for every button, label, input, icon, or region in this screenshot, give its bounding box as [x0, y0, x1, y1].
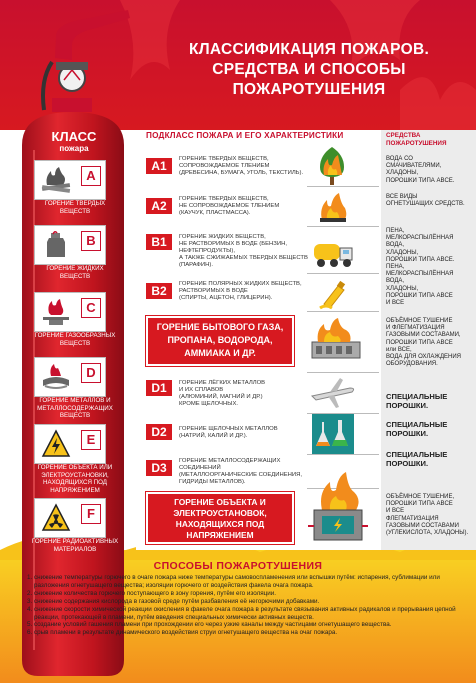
means-header: [386, 132, 474, 147]
description-line: (НАТРИЙ, КАЛИЙ И ДР.).: [179, 433, 248, 439]
means-line: (УГЛЕКИСЛОТА, ХЛАДОНЫ).: [386, 530, 469, 537]
means-line: И ВСЕ: [386, 508, 405, 515]
class-label-line: ВЕЩЕСТВ: [59, 272, 91, 280]
class-label: [30, 397, 120, 420]
class-label: [30, 538, 120, 553]
class-label-line: ГОРЕНИЕ ГАЗООБРАЗНЫХ: [34, 332, 116, 339]
description-line: (ПАРАФИН).: [179, 262, 213, 268]
subclass-description: [179, 458, 309, 486]
means-line: или ВСЕ,: [386, 346, 412, 353]
row-divider: [307, 226, 379, 227]
description-line: И ИХ СПЛАВОВ: [179, 387, 224, 393]
row-divider: [307, 454, 379, 455]
means-line: ХЛАДОНЫ,: [386, 170, 419, 177]
class-word: КЛАСС: [51, 129, 97, 144]
class-letter: E: [81, 430, 101, 450]
description-line: ГОРЕНИЕ ПОЛЯРНЫХ ЖИДКИХ ВЕЩЕСТВ,: [179, 281, 302, 287]
high-voltage-icon: [41, 429, 71, 459]
means-line: ФЛЕГМАТИЗАЦИЯ: [386, 515, 439, 522]
means-line: СПЕЦИАЛЬНЫЕ: [386, 420, 448, 429]
means-line: ХЛАДОНЫ,: [386, 249, 419, 256]
means-line: ПОРОШКИ ТИПА ABCE.: [386, 256, 455, 263]
description-line: (СПИРТЫ, АЦЕТОН, ГЛИЦЕРИН).: [179, 295, 273, 301]
description-line: НЕ СОПРОВОЖДАЕМОЕ ТЛЕНИЕМ: [179, 203, 280, 209]
electric-box-line: ЭЛЕКТРОУСТАНОВОК,: [173, 508, 267, 518]
class-label-line: ГОРЕНИЕ ТВЕРДЫХ: [44, 200, 106, 207]
description-line: (КАУЧУК, ПЛАСТМАССА).: [179, 210, 251, 216]
class-label: [30, 464, 120, 494]
class-label-line: НАХОДЯЩИХСЯ ПОД НАПРЯЖЕНИЕМ: [43, 479, 107, 494]
means-line: МЕЛКОРАСПЫЛЁННАЯ: [386, 271, 454, 278]
title-line: ПОЖАРОТУШЕНИЯ: [232, 81, 386, 98]
subclass-description: [179, 196, 309, 217]
means-item: [386, 318, 474, 368]
class-label-line: ВЕЩЕСТВ: [59, 339, 91, 347]
means-line: ВОДА ДЛЯ ОХЛАЖДЕНИЯ: [386, 354, 461, 361]
description-line: НЕФТЕПРОДУКТЫ),: [179, 248, 235, 254]
gas-box-line: ПРОПАНА, ВОДОРОДА,: [167, 335, 273, 345]
gas-box-line: АММИАКА И ДР.: [184, 348, 256, 358]
description-line: ГОРЕНИЕ ЩЕЛОЧНЫХ МЕТАЛЛОВ: [179, 426, 278, 432]
class-label: [30, 332, 120, 347]
class-letter: A: [81, 166, 101, 186]
class-label-line: МЕТАЛЛОСОДЕРЖАЩИХ ВЕЩЕСТВ: [37, 404, 113, 419]
means-line: ОБОРУДОВАНИЯ.: [386, 361, 438, 368]
means-line: ОБЪЁМНОЕ ТУШЕНИЕ: [386, 318, 453, 324]
subclass-description: [179, 380, 309, 408]
means-header-line: ПОЖАРОТУШЕНИЯ: [386, 139, 447, 147]
fuel-truck-icon: [312, 236, 356, 270]
description-line: ГОРЕНИЕ ТВЕРДЫХ ВЕЩЕСТВ,: [179, 156, 269, 162]
method-item: 6. срыв пламени в результате динамического воздействия струи огнетушащего вещества на очаг пожара.: [34, 629, 474, 637]
burning-electrical-panel-icon: [308, 470, 368, 544]
means-line: ОГНЕТУШАЩИХ СРЕДСТВ.: [386, 201, 465, 208]
gas-burner-icon: [39, 297, 73, 327]
class-label: [30, 265, 120, 280]
description-line: СОЕДИНЕНИЙ: [179, 465, 221, 471]
means-item: [386, 156, 474, 185]
class-label-line: ГОРЕНИЕ РАДИОАКТИВНЫХ: [31, 538, 119, 545]
airplane-icon: [310, 376, 356, 410]
description-line: А ТАКЖЕ СЖИЖАЕМЫХ ТВЕРДЫХ ВЕЩЕСТВ: [179, 255, 308, 261]
subclass-description: [179, 426, 309, 440]
means-line: И ВСЕ: [386, 300, 405, 307]
subclass-code: B2: [146, 283, 172, 299]
row-divider: [307, 372, 379, 373]
subclass-code: D3: [146, 460, 172, 476]
class-d-panel: [34, 357, 106, 397]
burning-plastic-icon: [316, 190, 350, 224]
fuel-canister-icon: [41, 230, 71, 260]
description-line: ГОРЕНИЕ ТВЕРДЫХ ВЕЩЕСТВ,: [179, 196, 269, 202]
means-item: [386, 392, 474, 410]
class-e-panel: [34, 424, 106, 464]
means-line: И ФЛЕГМАТИЗАЦИЯ: [386, 325, 445, 332]
burning-wood-icon: [39, 165, 73, 195]
description-line: РАСТВОРИМЫХ В ВОДЕ: [179, 288, 248, 294]
electric-box-line: ГОРЕНИЕ ОБЪЕКТА И: [174, 497, 266, 507]
means-line: ПОРОШКИ ТИПА ABCE.: [386, 177, 455, 184]
poster-title: [150, 40, 468, 100]
class-label-line: ГОРЕНИЕ ОБЪЕКТА ИЛИ: [37, 464, 113, 471]
means-item: [386, 194, 474, 208]
spilled-bottle-icon: [318, 276, 350, 310]
subclass-code: B1: [146, 234, 172, 250]
chemistry-lab-icon: [312, 414, 354, 454]
means-item: [386, 264, 474, 307]
means-line: ГАЗОВЫМИ СОСТАВАМИ: [386, 522, 459, 529]
description-line: СОПРОВОЖДАЕМОЕ ТЛЕНИЕМ: [179, 163, 270, 169]
methods-title: СПОСОБЫ ПОЖАРОТУШЕНИЯ: [153, 560, 323, 572]
means-line: ПОРОШКИ.: [386, 459, 429, 468]
electric-box-line: НАПРЯЖЕНИЕМ: [186, 530, 254, 540]
metal-fire-icon: [39, 362, 73, 392]
class-label-line: ЭЛЕКТРОУСТАНОВКИ,: [41, 471, 109, 479]
title-line: КЛАССИФИКАЦИЯ ПОЖАРОВ.: [188, 41, 430, 58]
means-line: СМАЧИВАТЕЛЯМИ,: [386, 163, 442, 170]
class-subword: пожара: [59, 144, 89, 153]
method-item: 3. снижение содержания кислорода в газовой среде путём разбавления её негорючими добавками.: [34, 598, 474, 606]
description-line: КРОМЕ ЩЕЛОЧНЫХ.: [179, 401, 239, 407]
means-item: [386, 494, 474, 537]
description-line: (МЕТАЛЛООРГАНИЧЕСКИЕ СОЕДИНЕНИЯ,: [179, 472, 303, 478]
class-letter: B: [81, 231, 101, 251]
subclass-code: A1: [146, 158, 172, 174]
means-item: [386, 450, 474, 468]
class-letter: C: [81, 298, 101, 318]
subclass-code: D1: [146, 380, 172, 396]
means-line: ВСЕ ВИДЫ: [386, 194, 418, 200]
subclass-code: A2: [146, 198, 172, 214]
means-line: ПОРОШКИ.: [386, 429, 429, 438]
class-label-line: ГОРЕНИЕ МЕТАЛЛОВ И: [39, 397, 111, 404]
class-c-panel: [34, 292, 106, 332]
description-line: ГОРЕНИЕ ЖИДКИХ ВЕЩЕСТВ,: [179, 234, 266, 240]
burning-gas-pipes-icon: [310, 316, 362, 362]
burning-tree-icon: [314, 145, 350, 187]
means-line: ПОРОШКИ.: [386, 401, 429, 410]
class-f-panel: [34, 498, 106, 538]
class-label-line: ГОРЕНИЕ ЖИДКИХ: [46, 265, 104, 272]
means-item: [386, 420, 474, 438]
means-line: ВОДА СО: [386, 156, 413, 162]
means-item: [386, 228, 474, 264]
electric-fire-box: [146, 492, 294, 544]
description-line: ГОРЕНИЕ МЕТАЛЛОСОДЕРЖАЩИХ: [179, 458, 281, 464]
class-letter: F: [81, 504, 101, 524]
class-label: [30, 200, 120, 215]
title-line: СРЕДСТВА И СПОСОБЫ: [212, 61, 406, 78]
row-divider: [307, 273, 379, 274]
subclass-description: [179, 234, 314, 269]
description-line: ГИДРИДЫ МЕТАЛЛОВ).: [179, 479, 246, 485]
means-line: ПОРОШКИ ТИПА ABCE: [386, 292, 453, 299]
subclass-code: D2: [146, 424, 172, 440]
class-b-panel: [34, 225, 106, 265]
means-line: МЕЛКОРАСПЫЛЁННАЯ: [386, 235, 454, 242]
class-letter: D: [81, 363, 101, 383]
gas-box-line: ГОРЕНИЕ БЫТОВОГО ГАЗА,: [156, 322, 284, 332]
description-line: ГОРЕНИЕ ЛЁГКИХ МЕТАЛЛОВ: [179, 380, 266, 386]
means-line: ГАЗОВЫМИ СОСТАВАМИ,: [386, 332, 461, 339]
means-line: СПЕЦИАЛЬНЫЕ: [386, 392, 448, 401]
row-divider: [307, 186, 379, 187]
class-label-line: МАТЕРИАЛОВ: [53, 545, 97, 553]
method-item: 1. снижение температуры горючего в очаге пожара ниже температуры самовоспламенения или вспышки путём: испарения, сублимации или разложения огнетушащего вещества; изоляции горючего от воздействия факела очага пожара.: [34, 574, 474, 590]
class-label-line: ВЕЩЕСТВ: [59, 207, 91, 215]
subclass-description: [179, 281, 309, 302]
fire-class-header: [40, 130, 108, 153]
means-line: ПОРОШКИ ТИПА ABCE: [386, 339, 453, 346]
means-header-line: СРЕДСТВА: [386, 132, 421, 139]
radiation-icon: [41, 503, 71, 533]
means-line: ПЕНА,: [386, 264, 405, 270]
methods-list: [22, 574, 474, 637]
means-line: ХЛАДОНЫ,: [386, 285, 419, 292]
description-line: (ДРЕВЕСИНА, БУМАГА, УГОЛЬ, ТЕКСТИЛЬ).: [179, 170, 304, 176]
class-a-panel: [34, 160, 106, 200]
row-divider: [307, 311, 379, 312]
method-item: 4. снижение скорости химической реакции окисления в факеле очага пожара в результате связывания активных радикалов и прерывания цепной реакции, протекающей в пламени, путём введения специальных химически активных веществ.: [34, 606, 474, 622]
subclass-description: [179, 156, 309, 177]
means-line: ВОДА,: [386, 242, 405, 249]
gas-fire-box: [146, 316, 294, 366]
means-line: ПОРОШКИ ТИПА ABCE: [386, 501, 453, 508]
means-line: ПЕНА,: [386, 228, 405, 234]
means-line: ОБЪЁМНОЕ ТУШЕНИЕ,: [386, 494, 455, 500]
subclass-header: ПОДКЛАСС ПОЖАРА И ЕГО ХАРАКТЕРИСТИКИ: [146, 131, 344, 140]
description-line: (АЛЮМИНИЙ, МАГНИЙ И ДР.): [179, 394, 263, 400]
description-line: НЕ РАСТВОРИМЫХ В ВОДЕ (БЕНЗИН,: [179, 241, 287, 247]
means-line: ВОДА,: [386, 278, 405, 285]
electric-box-line: НАХОДЯЩИХСЯ ПОД: [175, 519, 265, 529]
means-line: СПЕЦИАЛЬНЫЕ: [386, 450, 448, 459]
method-item: 5. создание условий гашения пламени при прохождении его через узкие каналы между частицами огнетушащего вещества.: [34, 621, 474, 629]
method-item: 2. снижение количества горючего поступающего в зону горения, путём его изоляции.: [34, 590, 474, 598]
